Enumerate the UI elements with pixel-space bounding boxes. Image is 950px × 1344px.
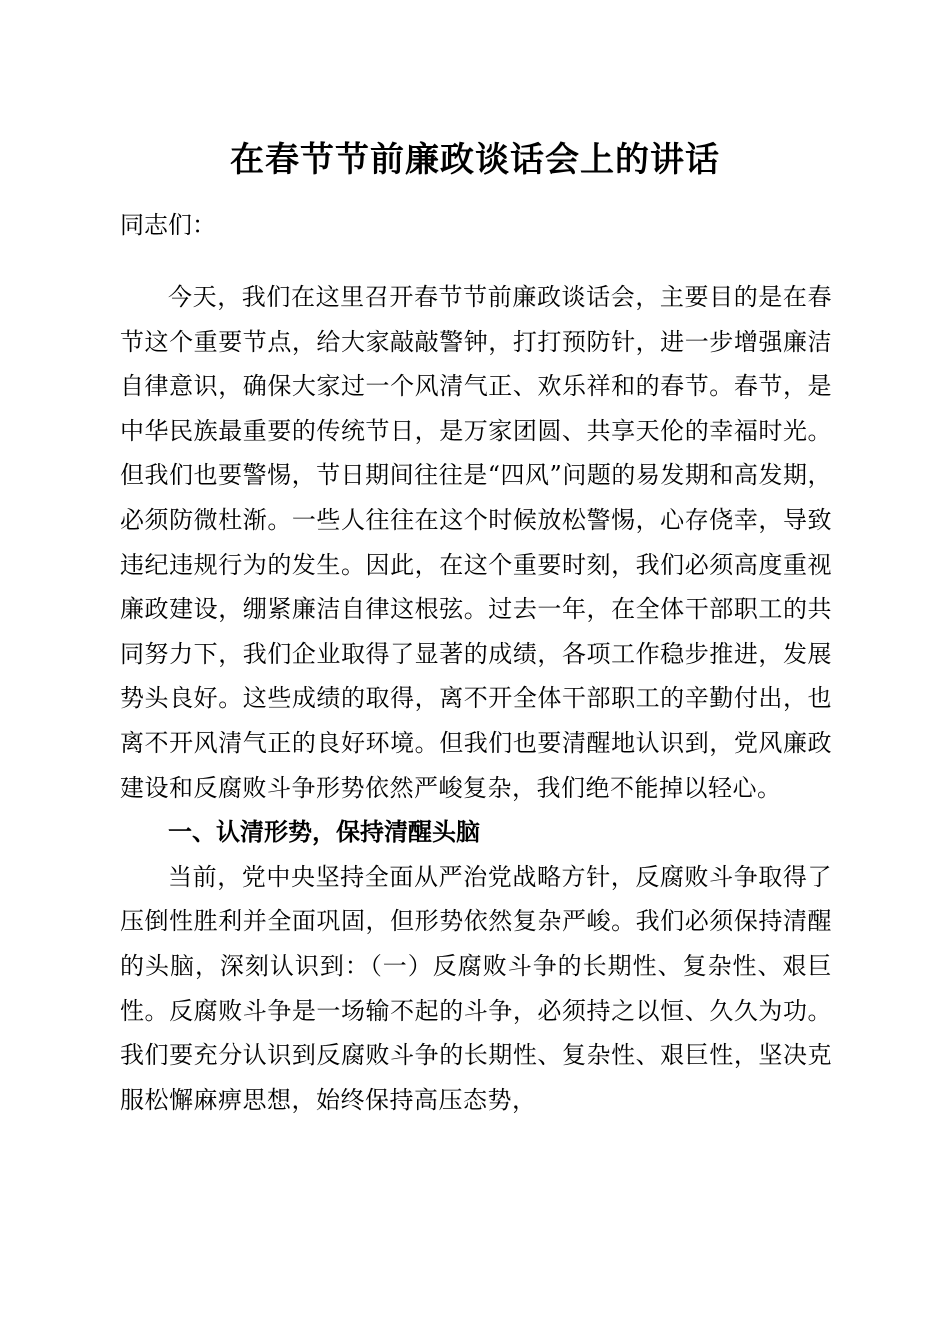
document-body	[120, 275, 832, 1122]
section-heading-1: 一、认清形势，保持清醒头脑	[168, 818, 480, 847]
document-title: 在春节节前廉政谈话会上的讲话	[230, 140, 720, 180]
paragraph-intro: 今天，我们在这里召开春节节前廉政谈话会，主要目的是在春节这个重要节点，给大家敲敲警钟，打打预防针，进一步增强廉洁自律意识，确保大家过一个风清气正、欢乐祥和的春节。春节，是中华民族最重要的传统节日，是万家团圆、共享天伦的幸福时光。但我们也要警惕，节日期间往往是“四风”问题的易发期和高发期，必须防微杜渐。一些人往往在这个时候放松警惕，心存侥幸，导致违纪违规行为的发生。因此，在这个重要时刻，我们必须高度重视廉政建设，绷紧廉洁自律这根弦。过去一年，在全体干部职工的共同努力下，我们企业取得了显著的成绩，各项工作稳步推进，发展势头良好。这些成绩的取得，离不开全体干部职工的辛勤付出，也离不开风清气正的良好环境。但我们也要清醒地认识到，党风廉政建设和反腐败斗争形势依然严峻复杂，我们绝不能掉以轻心。	[120, 283, 832, 802]
paragraph-section-1: 当前，党中央坚持全面从严治党战略方针，反腐败斗争取得了压倒性胜利并全面巩固，但形势依然复杂严峻。我们必须保持清醒的头脑，深刻认识到：（一）反腐败斗争的长期性、复杂性、艰巨性。反腐败斗争是一场输不起的斗争，必须持之以恒、久久为功。我们要充分认识到反腐败斗争的长期性、复杂性、艰巨性，坚决克服松懈麻痹思想，始终保持高压态势，	[120, 862, 832, 1114]
salutation: 同志们：	[120, 211, 216, 239]
